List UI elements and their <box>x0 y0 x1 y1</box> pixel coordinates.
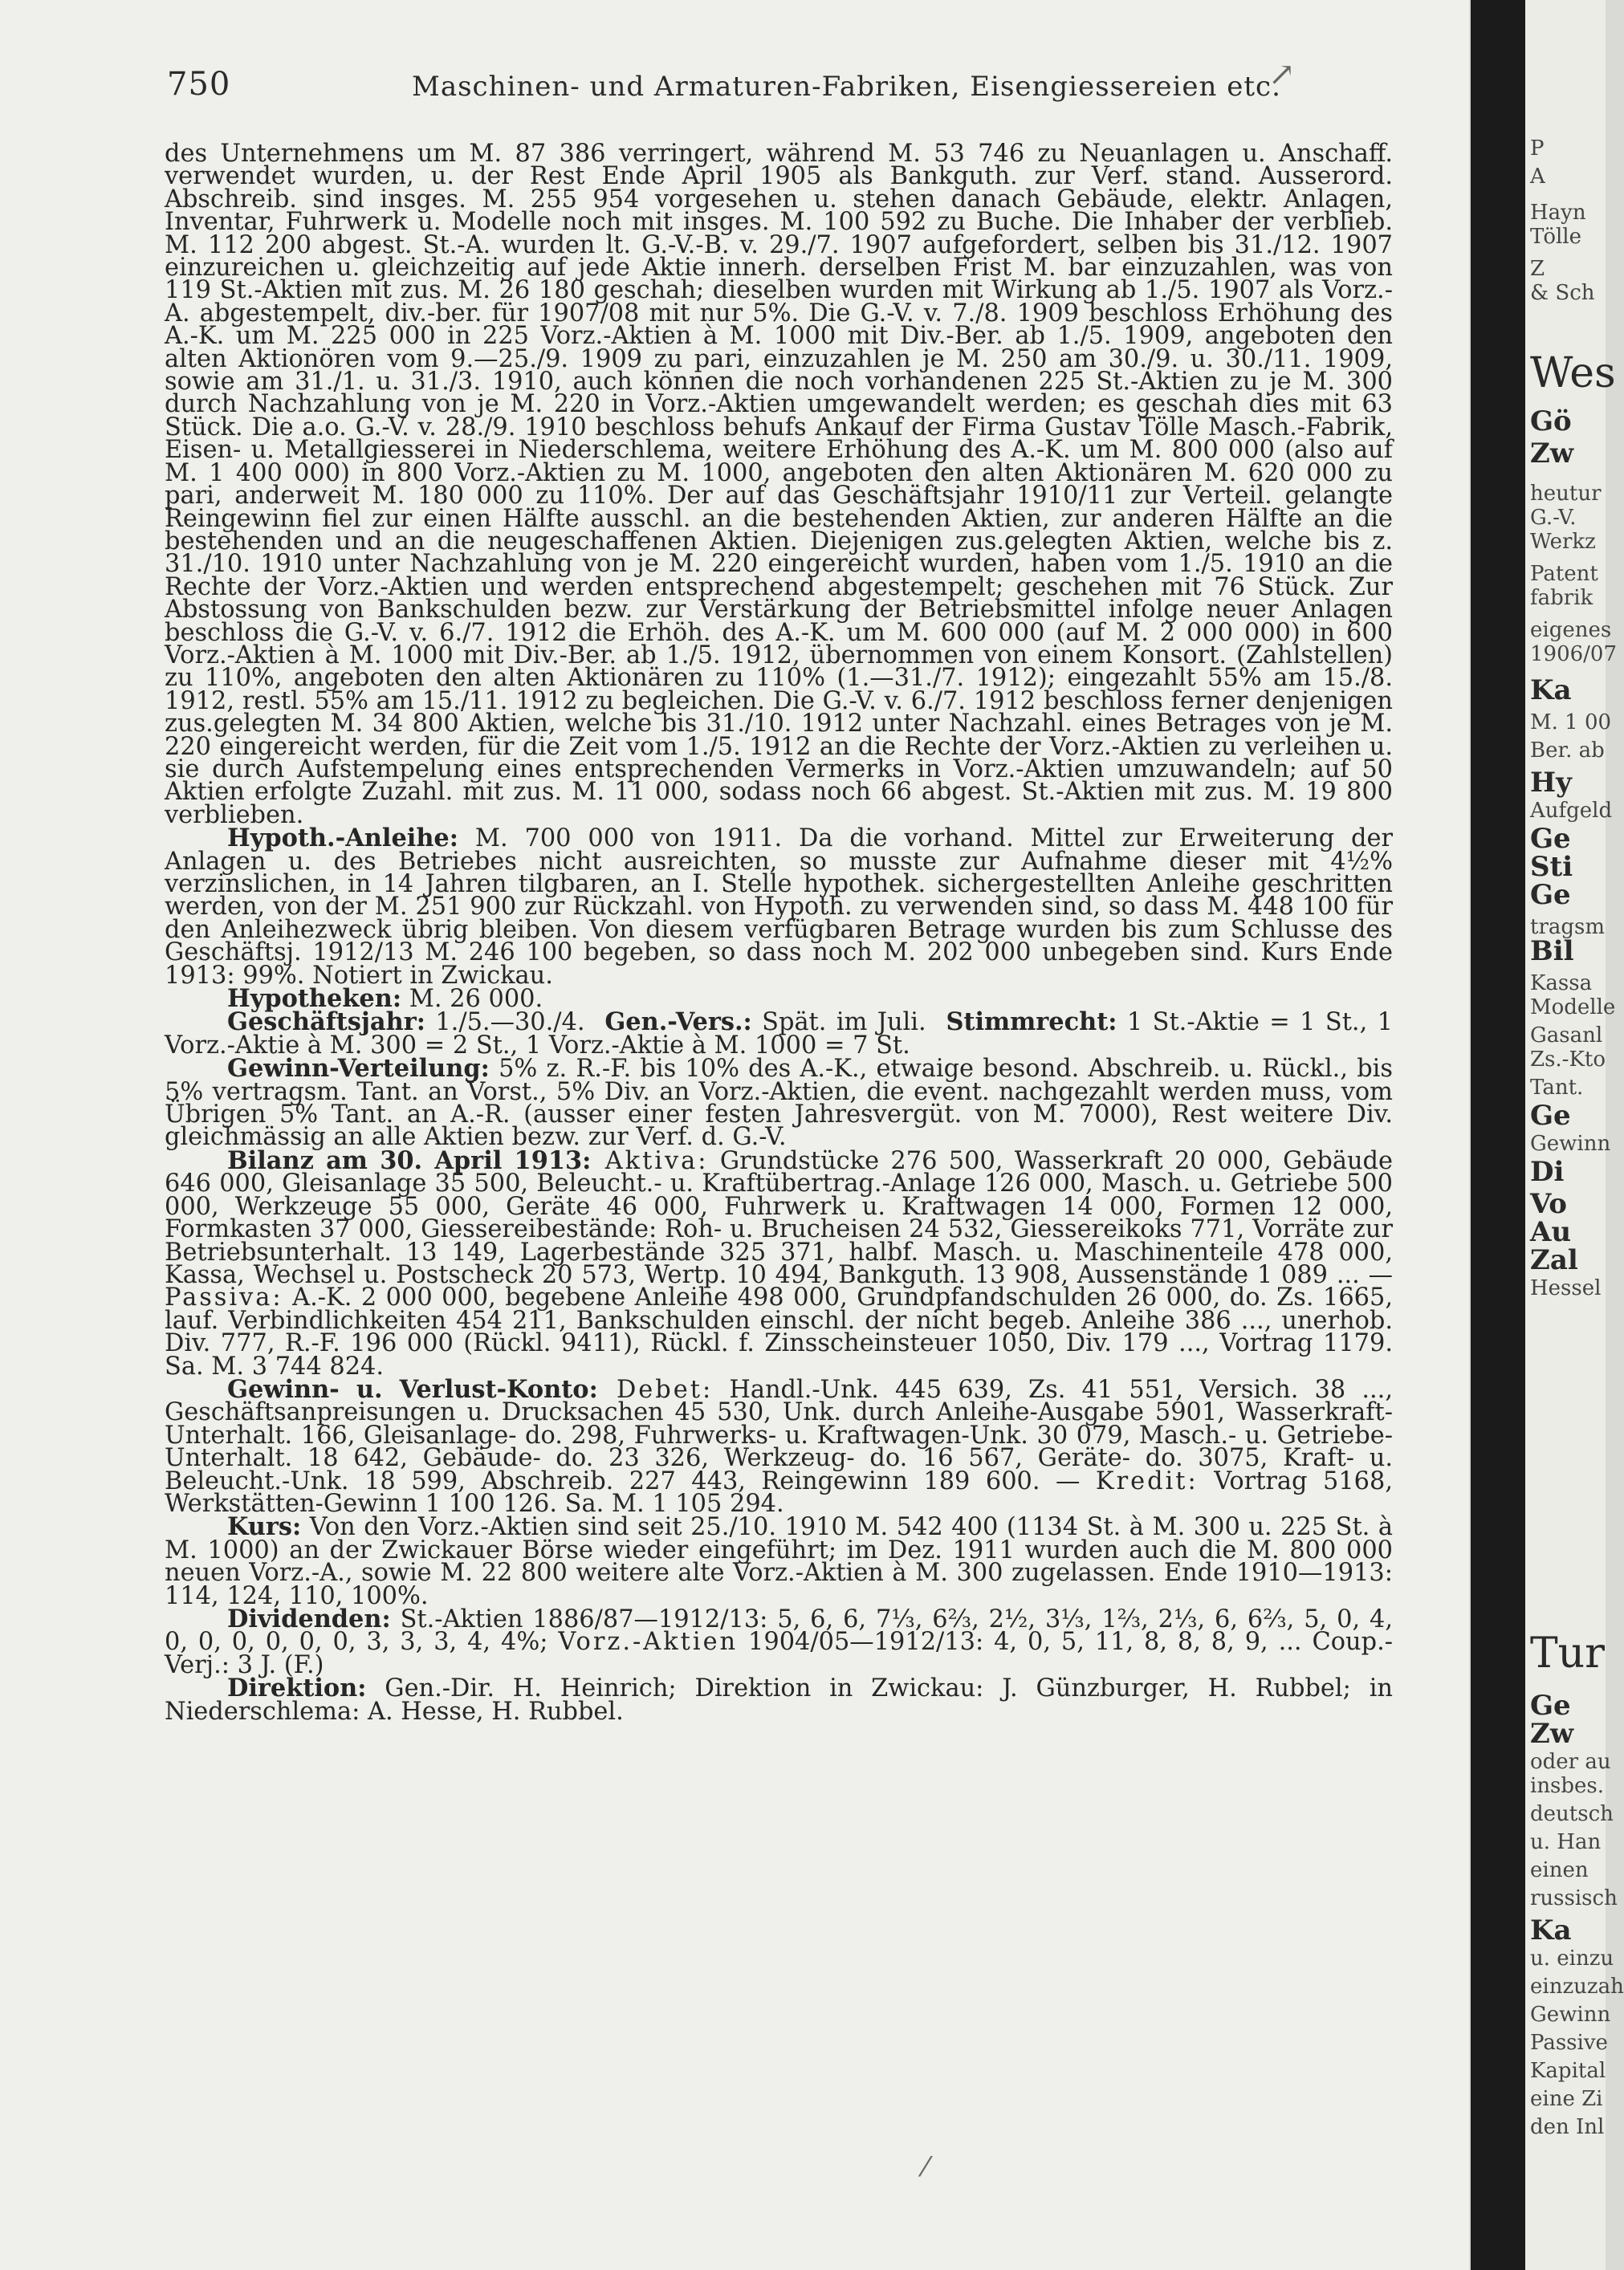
balance-sheet-paragraph <box>165 1145 1393 1381</box>
edge-fragment: Gewinn <box>1530 2003 1611 2027</box>
next-page-edge <box>1525 0 1624 2270</box>
edge-fragment: A <box>1530 165 1545 189</box>
dividends-text-2: 1904/05—1912/13: 4, 0, 5, 11, 8, 8, 8, 9, ... Coup.-Verj.: 3 J. (F.) <box>165 1628 1393 1679</box>
mortgage-loan-paragraph <box>165 824 1393 990</box>
mortgage-loan-label: Hypoth.-Anleihe: <box>227 824 458 853</box>
edge-fragment: Gasanl <box>1530 1023 1603 1048</box>
edge-fragment: Kassa <box>1530 971 1593 995</box>
edge-fragment: Tölle <box>1530 225 1582 249</box>
edge-fragment: Hy <box>1530 767 1572 799</box>
profit-loss-label: Gewinn- u. Verlust-Konto: <box>227 1374 598 1404</box>
edge-fragment: Ber. ab <box>1530 738 1605 763</box>
share-price-paragraph <box>165 1512 1393 1610</box>
edge-fragment: insbes. <box>1530 1774 1605 1798</box>
dividends-paragraph <box>165 1605 1393 1679</box>
edge-fragment: Ge <box>1530 823 1571 855</box>
share-price-text: Von den Vorz.-Aktien sind seit 25./10. 1910 M. 542 400 (1134 St. à M. 300 u. 225 St. à M. 1000) an der Zwickauer Börse wieder eingeführt; im Dez. 1911 wurden auch die M. 800 000 neuen Vorz.-A., sowie M. 22 800 weitere alte Vorz.-Aktien à M. 300 zugelassen. Ende 1910—1913: 114, 124, 110, 100%. <box>165 1513 1393 1610</box>
fiscal-year-paragraph <box>165 1007 1393 1060</box>
edge-fragment: Di <box>1530 1156 1565 1188</box>
page-gutter <box>1471 0 1525 2270</box>
edge-fragment: fabrik <box>1530 586 1593 610</box>
edge-fragment: Ka <box>1530 1914 1572 1947</box>
management-text: Gen.-Dir. H. Heinrich; Direktion in Zwickau: J. Günzburger, H. Rubbel; in Niederschlema: A. Hesse, H. Rubbel. <box>165 1674 1393 1726</box>
debit-text: Handl.-Unk. 445 639, Zs. 41 551, Versich. 38 ..., Geschäftsanpreisungen u. Drucksachen 45 530, Unk. durch Anleihe-Ausgabe 5901, Wasserkraft-Unterhalt. 166, Gleisanlage- do. 298, Fuhrwerks- u. Kraftwagen-Unk. 30 079, Masch.- u. Getriebe-Unterhalt. 18 642, Gebäude- do. 23 326, Werkzeug- do. 16 567, Geräte- do. 3075, Kraft- u. Beleucht.-Unk. 18 599, Abschreib. 227 443, Reingewinn 189 600. — <box>165 1375 1394 1495</box>
management-paragraph <box>165 1674 1393 1726</box>
pencil-mark-icon: ⁄ <box>923 2151 928 2183</box>
credit-label: Kredit: <box>1095 1467 1199 1495</box>
assets-text: Grundstücke 276 500, Wasserkraft 20 000, Gebäude 646 000, Gleisanlage 35 500, Beleucht.- u. Kraftübertrag.-Anlage 126 000, Masch. u. Getriebe 500 000, Werkzeuge 55 000, Geräte 46 000, Fuhrwerk u. Kraftwagen 14 000, Formen 12 000, Formkasten 37 000, Giessereibestände: Roh- u. Brucheisen 24 532, Giessereikoks 771, Vorräte zur Betriebsunterhalt. 13 149, Lagerbestände 325 371, halbf. Masch. u. Maschinenteile 478 000, Kassa, Wechsel u. Postscheck 20 573, Wertp. 10 494, Bankguth. 13 908, Aussenstände 1 089 ... — <box>165 1146 1393 1289</box>
edge-heading: Tur <box>1530 1629 1606 1678</box>
fiscal-year-label: Geschäftsjahr: <box>227 1007 425 1037</box>
edge-fragment: Sti <box>1530 851 1573 883</box>
edge-fragment: Gö <box>1530 405 1572 437</box>
edge-fragment: G.-V. <box>1530 506 1577 530</box>
balance-sheet-label: Bilanz am 30. April 1913: <box>227 1145 592 1175</box>
edge-fragment: Ge <box>1530 1690 1571 1722</box>
edge-fragment: russisch <box>1530 1886 1618 1910</box>
mortgages-label: Hypotheken: <box>227 984 402 1014</box>
edge-fragment: P <box>1530 136 1545 161</box>
edge-fragment: Ge <box>1530 1100 1571 1132</box>
edge-fragment: tragsm <box>1530 915 1606 939</box>
edge-fragment: Werkz <box>1530 530 1596 554</box>
voting-rights-label: Stimmrecht: <box>946 1007 1117 1037</box>
edge-fragment: Bil <box>1530 935 1574 967</box>
edge-fragment: Zal <box>1530 1244 1578 1276</box>
edge-fragment: u. einzu <box>1530 1947 1614 1971</box>
stray-mark-icon: ↗ <box>1268 56 1296 93</box>
fiscal-year-text: 1./5.—30./4. <box>425 1008 585 1037</box>
article-body <box>165 140 1394 1726</box>
dividends-text: St.-Aktien 1886/87—1912/13: 5, 6, 6, 7⅓, 6⅔, 2½, 3⅓, 1⅔, 2⅓, 6, 6⅔, 5, 0, 4, 0, 0, 0, 0, 0, 0, 3, 3, 3, 4, 4%; <box>165 1605 1393 1657</box>
edge-fragment: Ka <box>1530 674 1572 706</box>
edge-fragment: heutur <box>1530 482 1602 506</box>
edge-fragment: Vo <box>1530 1188 1567 1220</box>
edge-fragment: Hessel <box>1530 1276 1602 1300</box>
edge-fragment: den Inl <box>1530 2115 1605 2139</box>
edge-fragment: Aufgeld <box>1530 799 1613 823</box>
edge-fragment: Kapital <box>1530 2059 1606 2083</box>
general-meeting-label: Gen.-Vers.: <box>604 1007 752 1037</box>
edge-fragment: 1906/07 <box>1530 642 1618 666</box>
mortgage-loan-text: M. 700 000 von 1911. Da die vorhand. Mittel zur Erweiterung der Anlagen u. des Betriebes nicht ausreichten, so musste zur Aufnahme dieser mit 4½% verzinslichen, in 14 Jahren tilgbaren, an I. Stelle hypothek. sichergestellten Anleihe geschritten werden, von der M. 251 900 zur Rückzahl. von Hypoth. zu verwenden sind, so dass M. 448 100 für den Anleihezweck übrig bleiben. Von diesem verfügbaren Betrage wurden bis zum Schlusse des Geschäftsj. 1912/13 M. 246 100 begeben, so dass noch M. 202 000 unbegeben sind. Kurs Ende 1913: 99%. Notiert in Zwickau. <box>165 824 1393 990</box>
edge-fragment: Passive <box>1530 2031 1608 2055</box>
edge-fragment: M. 1 00 <box>1530 710 1612 734</box>
edge-fragment: Zs.-Kto <box>1530 1048 1606 1072</box>
debit-label: Debet: <box>597 1375 714 1404</box>
general-meeting-text: Spät. im Juli. <box>751 1008 926 1037</box>
edge-fragment: Zw <box>1530 437 1574 470</box>
edge-fragment: u. Han <box>1530 1830 1602 1854</box>
profit-distribution-label: Gewinn-Verteilung: <box>227 1054 490 1084</box>
liabilities-label: Passiva: <box>165 1283 283 1312</box>
share-price-label: Kurs: <box>227 1512 302 1542</box>
preferred-shares-label: Vorz.-Aktien <box>558 1628 739 1657</box>
edge-fragment: Gewinn <box>1530 1132 1611 1156</box>
edge-fragment: einzuzah <box>1530 1975 1624 1999</box>
profit-distribution-paragraph <box>165 1054 1393 1152</box>
assets-label: Aktiva: <box>591 1146 709 1175</box>
edge-fragment: Au <box>1530 1216 1572 1248</box>
history-paragraph <box>165 140 1393 829</box>
edge-heading: Wes <box>1530 349 1616 397</box>
mortgages-text: M. 26 000. <box>401 985 543 1014</box>
edge-fragment: oder au <box>1530 1750 1611 1774</box>
edge-fragment: Hayn <box>1530 201 1586 225</box>
liabilities-text: A.-K. 2 000 000, begebene Anleihe 498 000, Grundpfandschulden 26 000, do. Zs. 1665, lauf. Verbindlichkeiten 454 211, Bankschulden einschl. der nicht begeb. Anleihe 386 ..., unerhob. Div. 777, R.-F. 196 000 (Rückl. 9411), Rückl. f. Zinsscheinsteuer 1050, Div. 179 ..., Vortrag 1179. Sa. M. 3 744 824. <box>165 1283 1393 1381</box>
edge-fragment: Modelle <box>1530 995 1616 1019</box>
edge-fragment: eigenes <box>1530 618 1612 642</box>
edge-fragment: Zw <box>1530 1718 1574 1750</box>
running-title: Maschinen- und Armaturen-Fabriken, Eisengiessereien etc. <box>412 71 1281 103</box>
management-label: Direktion: <box>227 1674 367 1703</box>
edge-fragment: Ge <box>1530 879 1571 911</box>
edge-fragment: Patent <box>1530 562 1598 586</box>
edge-fragment: eine Zi <box>1530 2087 1603 2111</box>
edge-fragment: Z <box>1530 257 1545 281</box>
edge-fragment: einen <box>1530 1858 1589 1882</box>
edge-fragment: deutsch <box>1530 1802 1614 1826</box>
profit-distribution-text: 5% z. R.-F. bis 10% des A.-K., etwaige besond. Abschreib. u. Rückl., bis 5% vertragsm. Tant. an Vorst., 5% Div. an Vorz.-Aktien, die event. nachgezahlt werden muss, vom Übrigen 5% Tant. an A.-R. (ausser einer festen Jahresvergüt. von M. 7000), Rest weitere Div. gleichmässig an alle Aktien bezw. zur Verf. d. G.-V. <box>165 1055 1393 1152</box>
edge-fragment: & Sch <box>1530 281 1595 305</box>
page-number: 750 <box>167 66 231 103</box>
profit-loss-paragraph <box>165 1374 1394 1518</box>
voting-rights-text: 1 St.-Aktie = 1 St., 1 Vorz.-Aktie à M. 300 = 2 St., 1 Vorz.-Aktie à M. 1000 = 7 St. <box>165 1008 1393 1060</box>
credit-text: Vortrag 5168, Werkstätten-Gewinn 1 100 126. Sa. M. 1 105 294. <box>165 1467 1393 1518</box>
dividends-label: Dividenden: <box>227 1605 391 1633</box>
edge-fragment: Tant. <box>1530 1076 1584 1100</box>
history-text: des Unternehmens um M. 87 386 verringert, während M. 53 746 zu Neuanlagen u. Anschaff. verwendet wurden, u. der Rest Ende April 1905 als Bankguth. zur Verf. stand. Ausserord. Abschreib. sind insges. M. 255 954 vorgesehen u. stehen danach Gebäude, elektr. Anlagen, Inventar, Fuhrwerk u. Modelle noch mit insges. M. 100 592 zu Buche. Die Inhaber der verblieb. M. 112 200 abgest. St.-A. wurden lt. G.-V.-B. v. 29./7. 1907 aufgefordert, selben bis 31./12. 1907 einzureichen u. gleichzeitig auf jede Aktie innerh. derselben Frist M. bar einzuzahlen, was von 119 St.-Aktien mit zus. M. 26 180 geschah; dieselben wurden mit Wirkung ab 1./5. 1907 als Vorz.-A. abgestempelt, div.-ber. für 1907/08 mit nur 5%. Die G.-V. v. 7./8. 1909 beschloss Erhöhung des A.-K. um M. 225 000 in 225 Vorz.-Aktien à M. 1000 mit Div.-Ber. ab 1./5. 1909, angeboten den alten Aktionören vom 9.—25./9. 1909 zu pari, einzuzahlen je M. 250 am 30./9. u. 30./11. 1909, sowie am 31./1. u. 31./3. 1910, auch können die noch vorhandenen 225 St.-Aktien zu je M. 300 durch Nachzahlung von je M. 220 in Vorz.-Aktien umgewandelt werden; es geschah dies mit 63 Stück. Die a.o. G.-V. v. 28./9. 1910 beschloss behufs Ankauf der Firma Gustav Tölle Masch.-Fabrik, Eisen- u. Metallgiesserei in Niederschlema, weitere Erhöhung des A.-K. um M. 800 000 (also auf M. 1 400 000) in 800 Vorz.-Aktien zu M. 1000, angeboten den alten Aktionären M. 620 000 zu pari, anderweit M. 180 000 zu 110%. Der auf das Geschäftsjahr 1910/11 zur Verteil. gelangte Reingewinn fiel zur einen Hälfte ausschl. an die bestehenden Aktien, zur anderen Hälfte an die bestehenden und an die neugeschaffenen Aktien. Diejenigen zus.gelegten Aktien, welche bis z. 31./10. 1910 unter Nachzahlung von je M. 220 eingereicht wurden, haben vom 1./5. 1910 an die Rechte der Vorz.-Aktien und werden entsprechend abgestempelt; geschehen mit 76 Stück. Zur Abstossung von Bankschulden bezw. zur Verstärkung der Betriebsmittel infolge neuer Anlagen beschloss die G.-V. v. 6./7. 1912 die Erhöh. des A.-K. um M. 600 000 (auf M. 2 000 000) in 600 Vorz.-Aktien à M. 1000 mit Div.-Ber. ab 1./5. 1912, übernommen von einem Konsort. (Zahlstellen) zu 110%, angeboten den alten Aktionären zu 110% (1.—31./7. 1912); eingezahlt 55% am 15./8. 1912, restl. 55% am 15./11. 1912 zu begleichen. Die G.-V. v. 6./7. 1912 beschloss ferner denjenigen zus.gelegten M. 34 800 Aktien, welche bis 31./10. 1912 unter Nachzahl. eines Betrages von je M. 220 eingereicht werden, für die Zeit vom 1./5. 1912 an die Rechte der Vorz.-Aktien zu verleihen u. sie durch Aufstempelung eines entsprechenden Vermerks in Vorz.-Aktien umzuwandeln; auf 50 Aktien erfolgte Zuzahl. mit zus. M. 11 000, sodass noch 66 abgest. St.-Aktien mit zus. M. 19 800 verblieben. <box>165 140 1393 829</box>
